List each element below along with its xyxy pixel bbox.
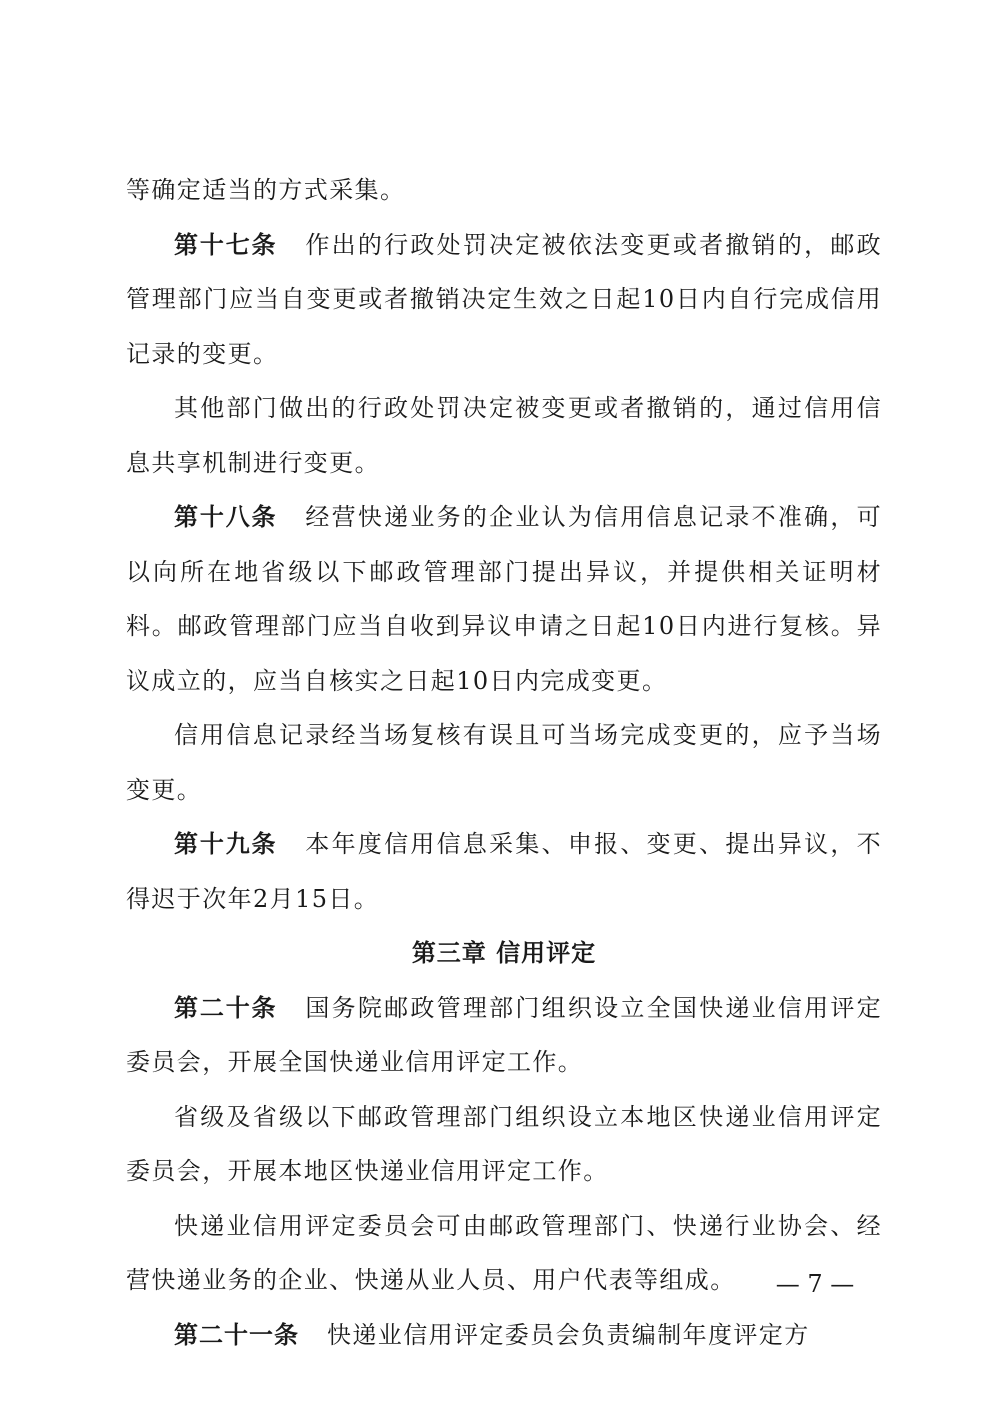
paragraph	[126, 1090, 882, 1199]
article-label: 第二十一条	[174, 1320, 299, 1349]
paragraph-text: 信用信息记录经当场复核有误且可当场完成变更的，应予当场变更。	[126, 721, 882, 804]
article-18	[126, 490, 882, 708]
article-text: 经营快递业务的企业认为信用信息记录不准确，可以向所在地省级以下邮政管理部门提出异议，并提供相关证明材料。邮政管理部门应当自收到异议申请之日起10日内进行复核。异议成立的，应当自核实之日起10日内完成变更。	[126, 503, 882, 695]
page-number: — 7 —	[775, 1270, 855, 1298]
article-text: 作出的行政处罚决定被依法变更或者撤销的，邮政管理部门应当自变更或者撤销决定生效之日起10日内自行完成信用记录的变更。	[126, 230, 882, 368]
chapter-heading: 第三章 信用评定	[411, 939, 597, 967]
paragraph	[126, 163, 882, 218]
article-label: 第十七条	[174, 230, 278, 259]
article-21	[126, 1308, 882, 1363]
article-17	[126, 218, 882, 382]
paragraph-text: 其他部门做出的行政处罚决定被变更或者撤销的，通过信用信息共享机制进行变更。	[126, 394, 882, 477]
paragraph-text: 省级及省级以下邮政管理部门组织设立本地区快递业信用评定委员会，开展本地区快递业信用评定工作。	[126, 1102, 882, 1185]
article-label: 第十九条	[174, 830, 278, 858]
article-text: 快递业信用评定委员会负责编制年度评定方	[327, 1320, 810, 1349]
article-text: 本年度信用信息采集、申报、变更、提出异议，不得迟于次年2月15日。	[126, 830, 882, 913]
document-body	[126, 163, 882, 1362]
paragraph-text: 等确定适当的方式采集。	[126, 176, 406, 204]
paragraph	[126, 708, 882, 817]
article-label: 第十八条	[174, 503, 278, 531]
article-text: 国务院邮政管理部门组织设立全国快递业信用评定委员会，开展全国快递业信用评定工作。	[126, 993, 882, 1076]
paragraph	[126, 381, 882, 490]
article-19	[126, 817, 882, 926]
paragraph-text: 快递业信用评定委员会可由邮政管理部门、快递行业协会、经营快递业务的企业、快递从业人员、用户代表等组成。	[126, 1211, 882, 1294]
article-20	[126, 981, 882, 1090]
article-label: 第二十条	[174, 993, 278, 1022]
